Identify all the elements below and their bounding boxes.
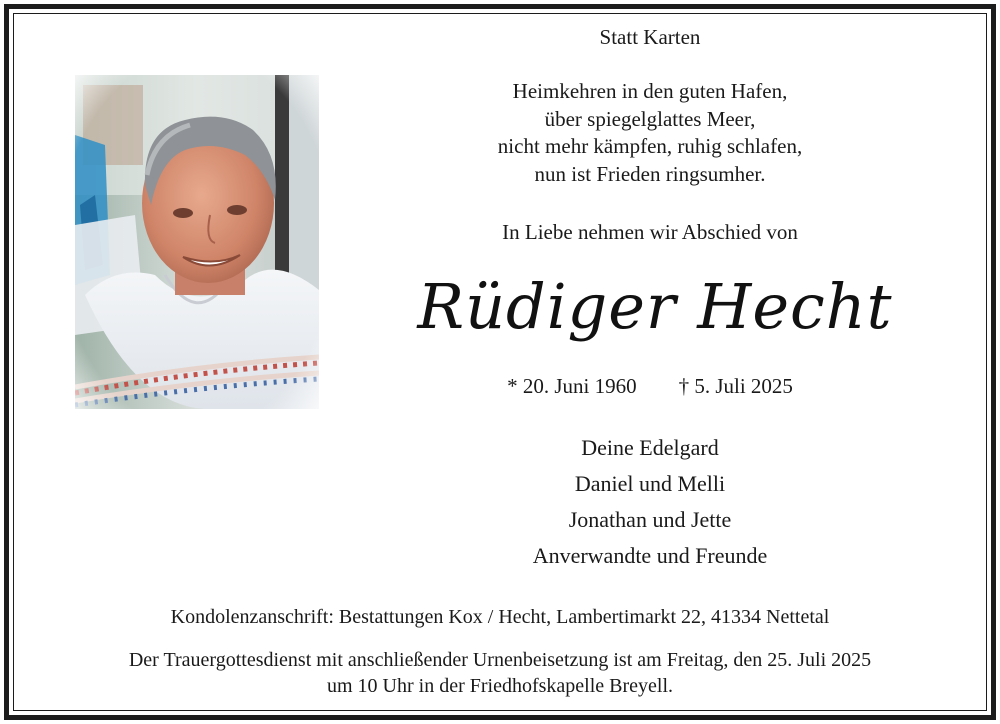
service-line: Der Trauergottesdienst mit anschließender Urnenbeisetzung ist am Freitag, den 25. Juli 2025: [128, 649, 872, 671]
service-line: um 10 Uhr in der Friedhofskapelle Breyell.: [326, 675, 674, 697]
portrait-photo: [75, 75, 319, 409]
mourner: Anverwandte und Freunde: [532, 543, 768, 568]
farewell-intro: In Liebe nehmen wir Abschied von: [502, 220, 798, 244]
deceased-name: Rüdiger Hecht: [417, 270, 893, 343]
poem-line: Heimkehren in den guten Hafen,: [512, 79, 788, 103]
mourner: Deine Edelgard: [581, 435, 719, 460]
life-dates: [450, 374, 850, 399]
header-label: Statt Karten: [599, 25, 701, 49]
death-date: † 5. Juli 2025: [678, 374, 793, 398]
birth-date: * 20. Juni 1960: [507, 374, 637, 398]
mourners-list: [450, 430, 850, 574]
poem-line: nicht mehr kämpfen, ruhig schlafen,: [497, 134, 803, 158]
poem-line: nun ist Frieden ringsumher.: [534, 161, 766, 186]
poem: [450, 78, 850, 188]
poem-line: über spiegelglattes Meer,: [544, 106, 756, 131]
mourner: Daniel und Melli: [574, 471, 726, 496]
mourner: Jonathan und Jette: [568, 507, 732, 532]
condolence-address: Kondolenzanschrift: Bestattungen Kox / Hecht, Lambertimarkt 22, 41334 Nettetal: [170, 606, 830, 628]
service-details: [20, 647, 980, 699]
